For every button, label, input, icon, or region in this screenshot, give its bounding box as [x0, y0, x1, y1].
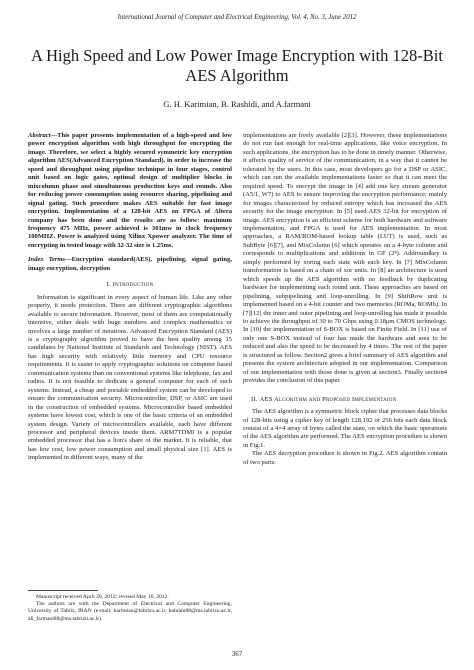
footnote-manuscript: Manuscript received April 20, 2012; revised May 16, 2012. — [36, 594, 169, 600]
section-number: I. — [106, 281, 111, 289]
index-terms-text: —Encryption standard(AES), pipelining, signal gating, image encryption, decryption — [28, 256, 232, 272]
intro-continued-paragraph: implementations are freely available [2][3]. However, these implementations do not run fast enough for real-time applications, like voice encryption. In such applications, the encryption has to be done in timely manner. Otherwise, it affects quality of service of the communication, in a way that it cannot be tolerated by the users. In this case, most developers go for a DSP or ASIC, which can run the available implementations faster so that it can meet the required speed. To encrypt the image in [4] add one key stream generator (A5/1, W7) to AES to ensure improving the encryption performance; mainly for images characterized by reduced entropy which has increased the AES security for the image encryption. In [5] used AES 32-bit for encryption of image. AES encryption is an efficient scheme for both hardware and software implementation, and FPGA is used for AES implementation. In most approaches, a RAM/ROM-based lookup table (LUT) is used, such as SubByte [6][7], and MixColumn [6] which operates on a 4-byte column and corresponds to multiplications and additions in GF (2⁸). Addroundkey is simply performed by xoring each state with each key. In [7] MixColumn transformation is based on a chain of xor units. In [8] an architecture is used which speeds up the AES algorithm with no feedback by duplicating hardware for implementing each round unit. These approaches are based on pipelining, subpipelining and loop-unrolling. In [9] ShiftRow unit is implemented based on a 4-bit counter and two memories (ROMa, ROMb). In [7][12] the inner and outer pipelining and loop-unrolling has made it possible to achieve the throughput of 30 to 70 Gbps using 0.18μm CMOS technology. In [10] the implementation of S-BOX is based on Finite Field. In [11] use of only one S-BOX instead of four has made the hardware and area to be reduced and also the speed to be decreased by 4 times. The rest of the paper is structured as follow. Section2 gives a brief summary of AES algorithm and presents the system architecture adopted in our implementation. Comparison of our implementation with those done is given at section3. Finally section4 provides the conclusion of this paper. — [243, 132, 447, 385]
index-terms-lead: Index Terms — [28, 256, 66, 264]
aes-paragraph: The AES algorithm is a symmetric block cipher that processes data blocks of 128-bits using a cipher key of length 128,192 or 256 bits each data block consist of a 4×4 array of bytes called the state, on which the basic operations of the AES algorithm are performed. The AES encryption procedure is shown in Fig.1. — [243, 408, 447, 449]
author-list: G. H. Karimian, B. Rashidi, and A.farmani — [163, 99, 311, 109]
section-number: II. — [251, 395, 258, 403]
journal-header: International Journal of Computer and Electrical Engineering, Vol. 4, No. 3, June 2012 — [117, 14, 357, 21]
section-heading-introduction — [28, 281, 232, 289]
page-number: 367 — [231, 651, 243, 658]
footnote-affiliation: The authors are with the Department of Electrical and Computer Engineering, University of Tabriz, IRAN (e-mail: karimian@tabrizu.ac.ir, bahram88@ms.tabrizu.ac.ir, ali_farmani88@ms.tabrizu.ac.ir). — [28, 601, 232, 622]
abstract — [28, 132, 232, 250]
abstract-text: —This paper presents implementation of a high-speed and low power encryption algorithm with high throughput for encrypting the image. Therefore, we select a highly secured symmetric key encryption algorithm AES(Advanced Encryption Standard), in order to increase the speed and throughput using pipeline technique in four stages, control unit based on logic gates, optimal design of multiplier blocks in mixcolumn phase and simultaneous production keys and rounds. Also for reducing power consumption using resource sharing, pipelining and signal gating. Such procedure makes AES suitable for fast image encryption. Implementation of a 128-bit AES on FPGA of Altera company has been done and the results are as follow: maximum frequency 475 MHz, power achieved is 301mw in clock frequency 100MHZ. Power is analyzed using Xilinx Xpower analyzer. The time of encrypting in tested image with 32-32 size is 1.25ms. — [28, 132, 232, 249]
introduction-paragraph: Information is significant in every aspect of human life. Like any other property, it needs protection. There are different cryptographic algorithms available to secure information. However, most of them are computationally intensive, either deals with huge numbers and complex mathematics or involves a large number of iterations. Advanced Encryption Standard (AES) is a cryptography algorithm proved to have the best quality among 15 candidates by National Institute of Standards and Technology (NIST). AES has high security with relatively little memory and CPU resource requirements. It is easier to apply cryptographic solutions on computer based communication systems than on conventional systems like telephone, fax and radios. It is not feasible to dedicate a general computer for each of such systems. Instead, a cheap and portable embedded system can be developed to ensure the communication security. Microcontroller, DSP, or ASIC are used in the construction of embedded systems. Microcontroller based embedded systems have lowest cost, which is one of the basic criteria of an embedded system design. Variety of microcontrollers available, each have different processor and peripheral devices inside them. ARM7TDMI is a popular embedded processor that has a lion's share of the market. It is reliable, that has low cost, low power consumption and small physical size [1]. AES is implemented in different ways, many of the — [28, 293, 232, 462]
abstract-lead: Abstract — [28, 132, 51, 139]
section-title: AES Algorithm and Proposed Implementaion — [259, 395, 397, 403]
left-column — [28, 132, 232, 463]
paper-title: A High Speed and Low Power Image Encryption with 128-Bit AES Algorithm — [31, 46, 443, 85]
right-column — [243, 132, 447, 467]
index-terms — [28, 256, 232, 273]
section-heading-aes — [251, 396, 447, 404]
footnote-rule — [28, 590, 98, 591]
section-title: Introduction — [112, 281, 154, 289]
aes-decryption-paragraph: The AES decryption procedure is shown in Fig.2. AES algorithm contain of two parts: — [243, 450, 447, 466]
footnotes — [28, 590, 232, 623]
